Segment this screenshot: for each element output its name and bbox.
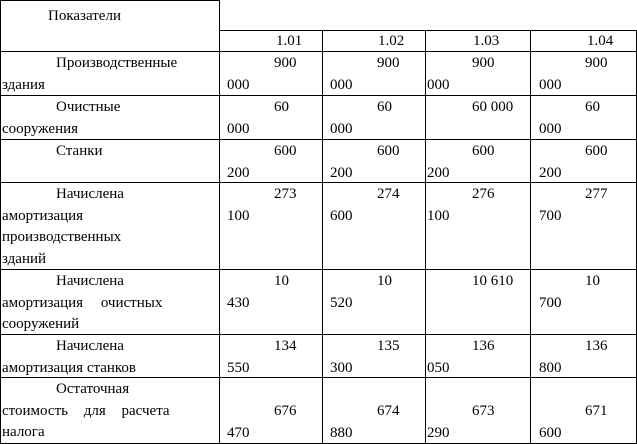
rule [219,0,220,444]
cell-value-top: 136 [585,338,608,354]
rule [0,51,637,52]
cell-value-bottom: 200 [330,165,353,181]
cell-value-top: 10 [377,273,392,289]
row-label-line: сооружений [2,316,80,332]
cell-value-bottom: 700 [539,208,562,224]
row-label-line: амортизация [2,207,84,224]
cell-value-top: 676 [274,403,297,419]
row-label-line: сооружения [2,120,79,137]
cell-value-top: 10 610 [472,273,514,289]
cell-value-bottom: 200 [539,165,562,181]
cell-value-bottom: 300 [330,360,353,376]
cell-value-top: 900 [472,55,495,71]
cell-value-top: 673 [472,403,495,419]
cell-value-top: 900 [585,55,608,71]
row-label-line: зданий [2,250,47,267]
cell-value-bottom: 000 [427,77,450,93]
rule [0,0,1,444]
cell-value-top: 60 [377,99,392,115]
row-label-line: налога [2,424,45,440]
row-label-line: амортизация станков [2,359,137,376]
rule [530,30,531,444]
cell-value-bottom: 800 [539,360,562,376]
row-label-line: Остаточная [56,381,130,397]
row-label [2,271,212,336]
cell-value-top: 900 [274,55,297,71]
row-label [2,97,212,140]
row-label-line: Очистные [56,99,121,115]
row-label-line: здания [2,76,45,93]
cell-value-top: 60 000 [472,99,514,115]
date-header: 1.04 [587,33,614,49]
cell-value-bottom: 600 [330,208,353,224]
cell-value-top: 600 [274,143,297,159]
cell-value-top: 600 [472,143,495,159]
row-label [2,53,212,96]
row-label-line: Начислена [56,338,124,354]
cell-value-bottom: 700 [539,295,562,311]
cell-value-top: 277 [585,186,608,202]
cell-value-top: 274 [377,186,400,202]
rule [425,30,426,444]
cell-value-bottom: 520 [330,295,353,311]
cell-value-bottom: 600 [539,425,562,441]
cell-value-bottom: 000 [330,121,353,137]
row-label [2,184,212,270]
cell-value-bottom: 050 [427,360,450,376]
date-header: 1.02 [378,33,405,49]
row-label [2,379,212,444]
cell-value-bottom: 000 [330,77,353,93]
rule [0,0,220,1]
cell-value-bottom: 200 [227,165,250,181]
cell-value-top: 60 [274,99,289,115]
cell-value-bottom: 200 [427,165,450,181]
row-label-line: Начислена [56,273,124,289]
cell-value-top: 600 [585,143,608,159]
date-header: 1.03 [473,33,500,49]
cell-value-top: 900 [377,55,400,71]
cell-value-top: 600 [377,143,400,159]
cell-value-top: 10 [274,273,289,289]
cell-value-top: 10 [585,273,600,289]
cell-value-bottom: 430 [227,295,250,311]
row-label-line: амортизация очистных [2,294,163,311]
cell-value-top: 674 [377,403,400,419]
cell-value-bottom: 000 [227,77,250,93]
rule [322,30,323,444]
cell-value-bottom: 000 [539,121,562,137]
row-label-line: стоимость для расчета [2,402,170,419]
cell-value-bottom: 880 [330,425,353,441]
cell-value-top: 135 [377,338,400,354]
cell-value-top: 273 [274,186,297,202]
row-label-line: Начислена [56,186,124,202]
cell-value-bottom: 290 [427,425,450,441]
cell-value-top: 276 [472,186,495,202]
cell-value-top: 60 [585,99,600,115]
cell-value-top: 671 [585,403,608,419]
row-label-line: Станки [56,143,103,159]
cell-value-bottom: 550 [227,360,250,376]
date-header: 1.01 [276,33,303,49]
cell-value-bottom: 100 [227,208,250,224]
cell-value-bottom: 000 [227,121,250,137]
row-label-line: производственных [2,229,122,245]
row-label [2,336,212,379]
header-label: Показатели [48,8,121,24]
row-label [8,141,212,163]
row-label-line: Производственные [56,55,178,71]
cell-value-top: 134 [274,338,297,354]
cell-value-top: 136 [472,338,495,354]
cell-value-bottom: 100 [427,208,450,224]
cell-value-bottom: 470 [227,425,250,441]
cell-value-bottom: 000 [539,77,562,93]
